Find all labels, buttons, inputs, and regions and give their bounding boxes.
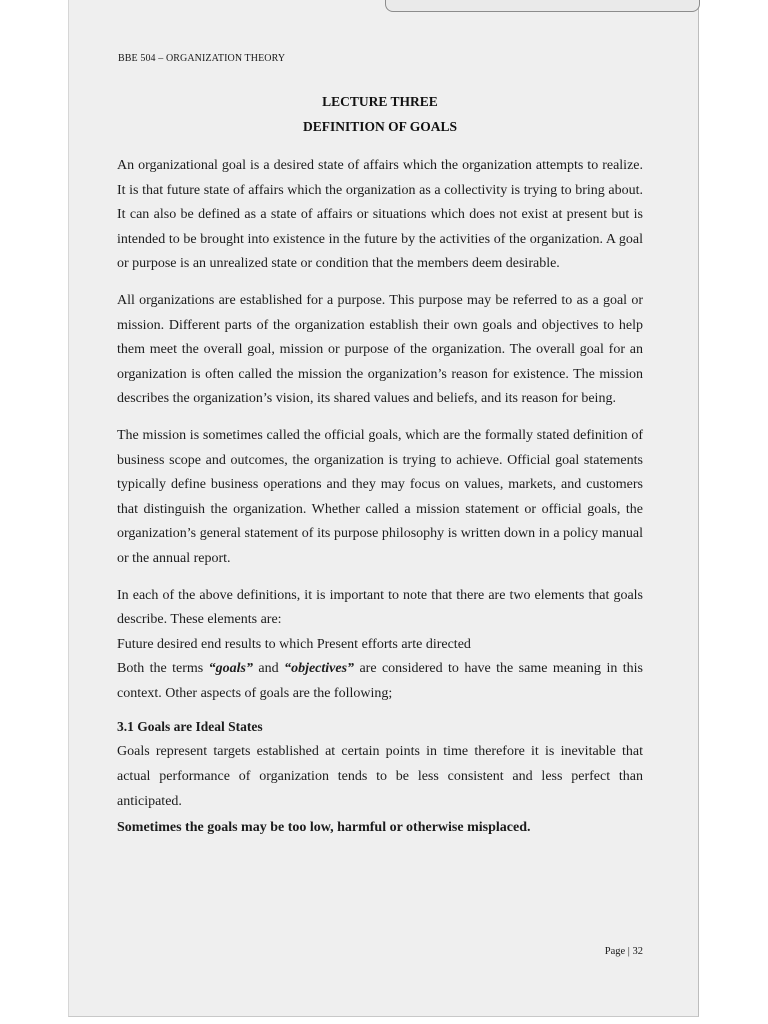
paragraph-mission-official-goals: The mission is sometimes called the official goals, which are the formally stated definition of business scope and outcomes, the organization is trying to achieve. Official goal statements typically define business operations and they may focus on values, markets, and customers that distinguish the organization. Whether called a mission statement or official goals, the organization’s general statement of its purpose philosophy is written down in a policy manual or the annual report. bbox=[117, 427, 643, 566]
lecture-subtitle: DEFINITION OF GOALS bbox=[302, 119, 458, 134]
section-3-1-body: Goals represent targets established at certain points in time therefore it is inevitable that actual performance of organization tends to be less consistent and less perfect than anticipated. bbox=[117, 744, 643, 809]
running-header: BBE 504 – ORGANIZATION THEORY bbox=[118, 53, 286, 64]
terms-before-text: Both the terms bbox=[117, 661, 209, 677]
paragraph-organization-purpose: All organizations are established for a purpose. This purpose may be referred to as a goal or mission. Different parts of the organization establish their own goals and objectives to help them meet the overall goal, mission or purpose of the organization. The overall goal for an organization is often called the mission the organization’s reason for existence. The mission describes the organization’s vision, its shared values and beliefs, and its reason for being. bbox=[117, 292, 643, 407]
viewer-top-tab[interactable] bbox=[385, 0, 700, 12]
term-goals: “goals” bbox=[208, 661, 254, 677]
terms-and-text: and bbox=[253, 661, 285, 677]
lecture-title: LECTURE THREE bbox=[322, 94, 438, 109]
section-heading-3-1: 3.1 Goals are Ideal States bbox=[117, 719, 263, 735]
document-body bbox=[117, 154, 643, 841]
term-objectives: “objectives” bbox=[284, 661, 355, 677]
elements-line: Future desired end results to which Present efforts arte directed bbox=[117, 636, 471, 652]
elements-intro: In each of the above definitions, it is important to note that there are two elements that goals describe. These elements are: bbox=[117, 587, 643, 628]
paragraph-goal-definition: An organizational goal is a desired state of affairs which the organization attempts to realize. It is that future state of affairs which the organization as a collectivity is trying to bring about. It can also be defined as a state of affairs or situations which does not exist at present but is intended to be brought into existence in the future by the activities of the organization. A goal or purpose is an unrealized state or condition that the members deem desirable. bbox=[117, 158, 643, 272]
page-number: Page | 32 bbox=[604, 946, 643, 957]
terms-statement bbox=[117, 657, 643, 706]
section-3-1-bold-statement: Sometimes the goals may be too low, harmful or otherwise misplaced. bbox=[117, 820, 531, 836]
elements-section bbox=[117, 584, 643, 707]
terms-after-text: are considered to have the same meaning in this context. Other aspects of goals are the following; bbox=[117, 661, 643, 701]
